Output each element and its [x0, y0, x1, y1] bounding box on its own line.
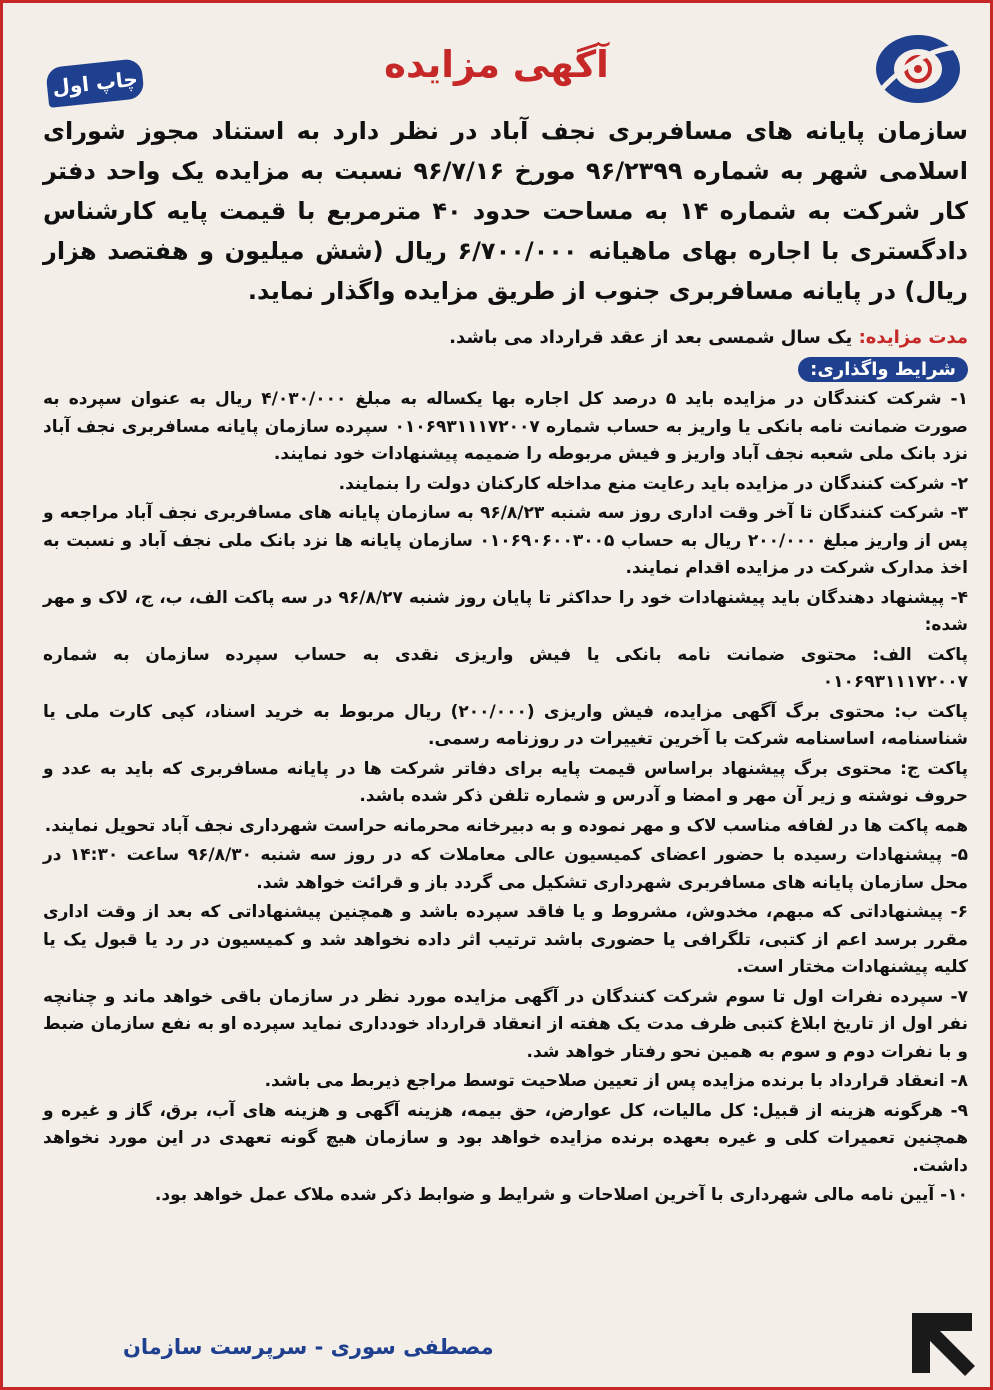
- intro-paragraph: سازمان پایانه های مسافربری نجف آباد در نظر دارد به استناد مجوز شورای اسلامی شهر به شماره ۹۶/۲۳۹۹ مورخ ۹۶/۷/۱۶ نسبت به مزایده یک واحد دفتر کار شرکت به شماره ۱۴ به مساحت حدود ۴۰ مترمربع با قیمت پایه کارشناس دادگستری با اجاره بهای ماهیانه ۶/۷۰۰/۰۰۰ ریال (شش میلیون و هفتصد هزار ریال) در پایانه مسافربری جنوب از طریق مزایده واگذار نماید.: [43, 117, 969, 305]
- condition-item: ۹- هرگونه هزینه از قبیل: کل مالیات، کل عوارض، حق بیمه، هزینه آگهی و هزینه های آب، برق، گاز و غیره و همچنین تعمیرات کلی و غیره بعهده برنده مزایده خواهد بود و سازمان هیچ گونه تعهدی در این مورد نخواهد داشت.: [43, 1100, 968, 1176]
- condition-item: ۴- پیشنهاد دهندگان باید پیشنهادات خود را حداکثر تا پایان روز شنبه ۹۶/۸/۲۷ در سه پاکت الف، ب، ج، لاک و مهر شده:: [43, 587, 968, 635]
- condition-item: ۱۰- آیین نامه مالی شهرداری با آخرین اصلاحات و شرایط و ضوابط ذکر شده ملاک عمل خواهد بود.: [154, 1185, 968, 1205]
- condition-item: ۵- پیشنهادات رسیده با حضور اعضای کمیسیون عالی معاملات که در روز سه شنبه ۹۶/۸/۳۰ ساعت ۱۴:۳۰ در محل سازمان پایانه های مسافربری شهرداری تشکیل می گردد باز و قرائت خواهد شد.: [43, 845, 969, 893]
- duration-line: [43, 323, 968, 353]
- condition-item: ۸- انعقاد قرارداد با برنده مزایده پس از تعیین صلاحیت توسط مراجع ذیربط می باشد.: [264, 1071, 968, 1091]
- signature: مصطفی سوری - سرپرست سازمان: [123, 1335, 494, 1359]
- condition-item: ۷- سپرده نفرات اول تا سوم شرکت کنندگان در آگهی مزایده مورد نظر در سازمان باقی خواهد ماند و چنانچه نفر اول از تاریخ ابلاغ کتبی ظرف مدت یک هفته از انعقاد قرارداد خودداری نماید سپرده او به نفع سازمان ضبط و با نفرات دوم و سوم به همین نحو رفتار خواهد شد.: [43, 986, 968, 1062]
- envelope-a: پاکت الف: محتوی ضمانت نامه بانکی یا فیش واریزی نقدی به حساب سپرده سازمان به شماره ۰۱۰۶۹۳۱۱۱۷۲۰۰۷: [43, 644, 968, 692]
- condition-item: ۳- شرکت کنندگان تا آخر وقت اداری روز سه شنبه ۹۶/۸/۲۳ به سازمان پایانه های مسافربری نجف آباد مراجعه و پس از واریز مبلغ ۲۰۰/۰۰۰ ریال به حساب ۰۱۰۶۹۰۶۰۰۳۰۰۵ سازمان پایانه ها نزد بانک ملی نجف آباد و نسبت به اخذ مدارک شرکت در مزایده اقدام نمایند.: [43, 503, 969, 578]
- envelope-c: پاکت ج: محتوی برگ پیشنهاد براساس قیمت پایه برای دفاتر شرکت ها در پایانه مسافربری که باید به عدد و حروف نوشته و زیر آن مهر و امضا و آدرس و شماره تلفن ذکر شده باشد.: [43, 758, 968, 806]
- condition-item: ۶- پیشنهاداتی که مبهم، مخدوش، مشروط و یا فاقد سپرده باشد و همچنین پیشنهاداتی که بعد از وقت اداری مقرر برسد اعم از کتبی، تلگرافی یا حضوری باشد ترتیب اثر داده نخواهد شد و کمیسیون در رد یا قبول یک یا کلیه پیشنهادات مختار است.: [43, 902, 968, 977]
- condition-item: ۲- شرکت کنندگان در مزایده باید رعایت منع مداخله کارکنان دولت را بنمایند.: [338, 473, 968, 494]
- condition-item: ۱- شرکت کنندگان در مزایده باید ۵ درصد کل اجاره بها یکساله به مبلغ ۴/۰۳۰/۰۰۰ ریال به عنوان سپرده به صورت ضمانت نامه بانکی یا واریز به حساب شماره ۰۱۰۶۹۳۱۱۱۷۲۰۰۷ سپرده سازمان پایانه مسافربری نجف آباد نزد بانک ملی شعبه نجف آباد واریز و فیش مربوطه را ضمیمه پیشنهادات خود نمایند.: [43, 389, 968, 464]
- conditions-heading: شرایط واگذاری:: [798, 357, 968, 382]
- arrow-up-left-icon: [906, 1307, 978, 1379]
- duration-text: یک سال شمسی بعد از عقد قرارداد می باشد.: [449, 327, 853, 348]
- notice-body: [43, 111, 968, 1212]
- envelope-delivery: همه پاکت ها در لفافه مناسب لاک و مهر نموده و به دبیرخانه محرمانه حراست شهرداری نجف آباد تحویل نمایند.: [44, 815, 968, 836]
- notice-title: آگهی مزایده: [384, 43, 609, 86]
- first-print-badge: چاپ اول: [45, 58, 145, 108]
- duration-label: مدت مزایده:: [858, 327, 968, 348]
- envelope-b: پاکت ب: محتوی برگ آگهی مزایده، فیش واریزی (۲۰۰/۰۰۰) ریال مربوط به خرید اسناد، کپی کارت ملی یا شناسنامه، اساسنامه شرکت با آخرین تغییرات در روزنامه رسمی.: [43, 701, 968, 749]
